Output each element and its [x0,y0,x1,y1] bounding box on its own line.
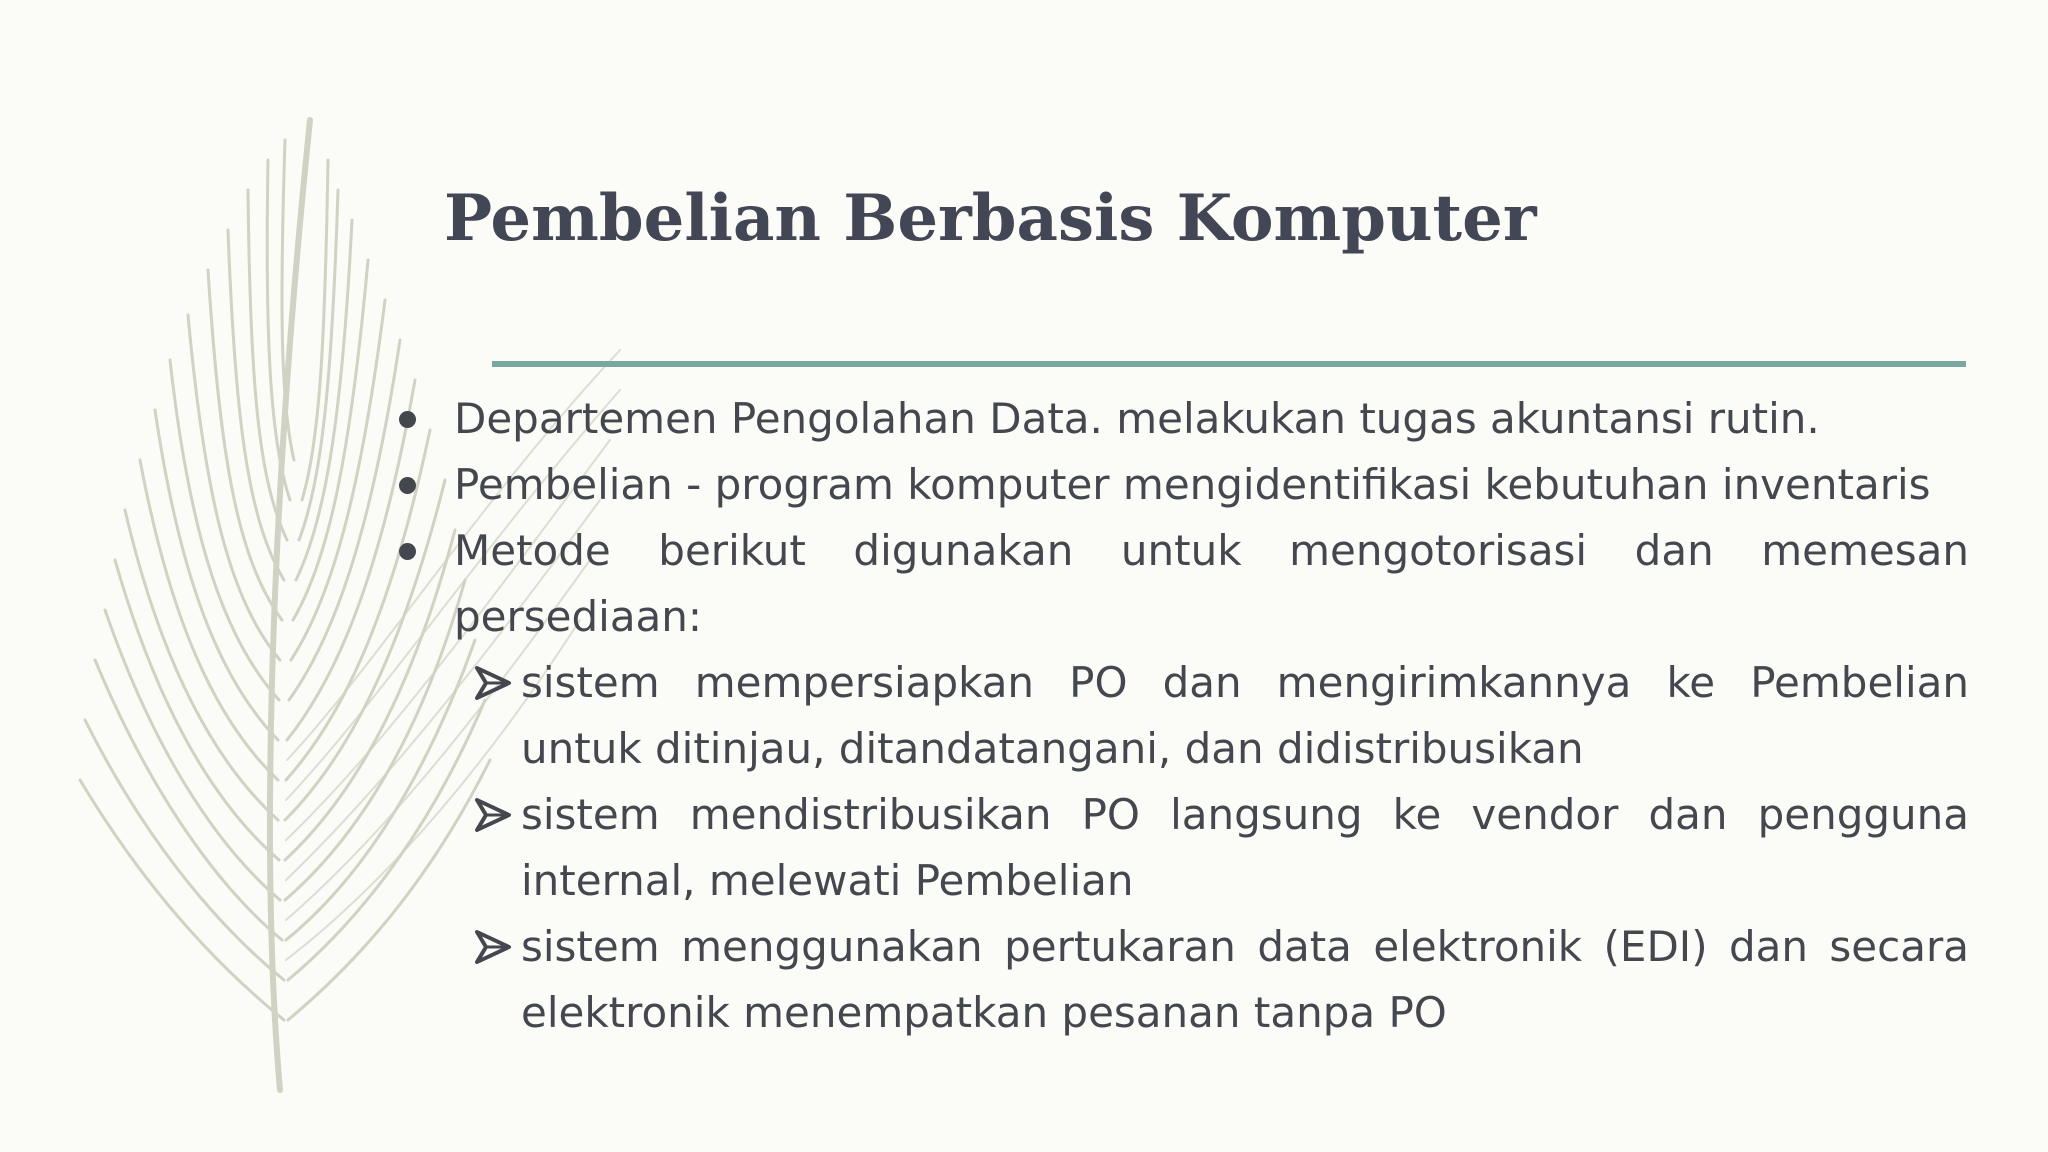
bullet-item [395,386,1969,452]
bullet-text: Pembelian - program komputer mengidentifikasi kebutuhan inventaris [454,460,1931,509]
sub-bullet-text: sistem menggunakan pertukaran data elektronik (EDI) dan secara elektronik menempatkan pesanan tanpa PO [521,922,1969,1037]
bullet-dot-icon [399,477,416,494]
sub-bullet-item [395,782,1969,914]
bullet-dot-icon [399,543,416,560]
bullet-dot-icon [399,411,416,428]
arrowhead-right-icon [473,797,513,833]
bullet-text: Departemen Pengolahan Data. melakukan tugas akuntansi rutin. [454,394,1820,443]
sub-bullet-item [395,914,1969,1046]
slide-title: Pembelian Berbasis Komputer [444,181,1537,256]
sub-bullet-text: sistem mendistribusikan PO langsung ke vendor dan pengguna internal, melewati Pembelian [521,790,1969,905]
bullet-text: Metode berikut digunakan untuk mengotorisasi dan memesan persediaan: [454,526,1969,641]
bullet-item [395,518,1969,650]
bullet-list [395,386,1969,650]
title-divider [492,361,1966,367]
sub-bullet-item [395,650,1969,782]
bullet-item [395,452,1969,518]
slide-body [395,386,1969,1046]
arrowhead-right-icon [473,929,513,965]
arrowhead-right-icon [473,665,513,701]
sub-bullet-text: sistem mempersiapkan PO dan mengirimkannya ke Pembelian untuk ditinjau, ditandatangani, dan didistribusikan [521,658,1969,773]
sub-bullet-list [395,650,1969,1046]
